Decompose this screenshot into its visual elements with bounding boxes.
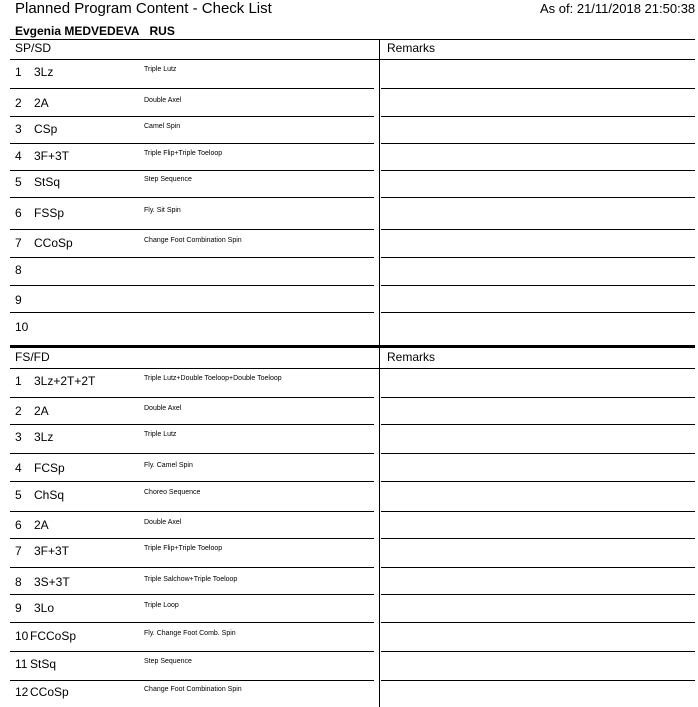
remarks-cell[interactable] [382,202,692,222]
element-code: ChSq [34,488,65,502]
element-number: 6 [15,206,22,220]
element-code: 3Lz [34,430,54,444]
remarks-separator [381,229,695,230]
element-code: 2A [34,96,49,110]
element-number: 9 [15,601,22,615]
row-separator [10,312,374,313]
remarks-cell[interactable] [382,145,692,165]
element-description: Triple Lutz [144,66,177,73]
element-code: 2A [34,404,49,418]
page-title: Planned Program Content - Check List [15,0,272,17]
remarks-separator [381,511,695,512]
remarks-cell[interactable] [382,289,692,309]
header-underline [10,59,695,60]
remarks-separator [381,88,695,89]
remarks-cell[interactable] [382,653,692,673]
row-separator [10,170,374,171]
element-number: 7 [15,236,22,250]
remarks-cell[interactable] [382,426,692,446]
remarks-cell[interactable] [382,681,692,701]
element-code: FCCoSp [30,629,77,643]
column-divider [379,39,380,346]
element-description: Triple Lutz+Double Toeloop+Double Toeloop [144,375,282,382]
remarks-cell[interactable] [382,597,692,617]
element-description: Triple Salchow+Triple Toeloop [144,576,238,583]
remarks-cell[interactable] [382,400,692,420]
element-description: Step Sequence [144,658,192,665]
row-separator [10,453,374,454]
row-separator [10,622,374,623]
remarks-separator [381,567,695,568]
element-code: StSq [30,657,57,671]
row-separator [10,397,374,398]
element-description: Double Axel [144,519,182,526]
element-description: Fly. Camel Spin [144,462,193,469]
element-description: Choreo Sequence [144,489,201,496]
remarks-separator [381,453,695,454]
remarks-separator [381,651,695,652]
element-code: 3F+3T [34,544,70,558]
element-description: Double Axel [144,97,182,104]
element-code: 2A [34,518,49,532]
element-number: 2 [15,404,22,418]
row-separator [10,285,374,286]
remarks-separator [381,424,695,425]
element-code: FSSp [34,206,65,220]
remarks-separator [381,116,695,117]
row-separator [10,511,374,512]
column-divider [379,346,380,707]
row-separator [10,197,374,198]
remarks-separator [381,257,695,258]
remarks-cell[interactable] [382,316,692,336]
element-number: 7 [15,544,22,558]
element-number: 8 [15,263,22,277]
remarks-cell[interactable] [382,625,692,645]
remarks-header: Remarks [387,350,436,364]
element-code: CSp [34,122,58,136]
remarks-cell[interactable] [382,118,692,138]
remarks-cell[interactable] [382,514,692,534]
element-description: Triple Flip+Triple Toeloop [144,545,223,552]
element-number: 8 [15,575,22,589]
element-code: 3Lz+2T+2T [34,374,96,388]
element-description: Fly. Change Foot Comb. Spin [144,630,236,637]
section-label: SP/SD [15,41,52,55]
row-separator [10,143,374,144]
skater-nation: RUS [149,24,175,38]
remarks-cell[interactable] [382,540,692,560]
as-of-timestamp: As of: 21/11/2018 21:50:38 [540,1,696,16]
section-label: FS/FD [15,350,50,364]
remarks-cell[interactable] [382,171,692,191]
element-number: 2 [15,96,22,110]
element-description: Triple Lutz [144,431,177,438]
element-code: FCSp [34,461,65,475]
remarks-cell[interactable] [382,571,692,591]
remarks-separator [381,622,695,623]
element-number: 1 [15,65,22,79]
element-number: 4 [15,461,22,475]
element-description: Fly. Sit Spin [144,207,181,214]
element-number: 10 [15,320,29,334]
row-separator [10,257,374,258]
element-description: Triple Loop [144,602,179,609]
row-separator [10,567,374,568]
remarks-cell[interactable] [382,457,692,477]
element-description: Change Foot Combination Spin [144,237,242,244]
element-code: CCoSp [30,685,69,699]
remarks-cell[interactable] [382,484,692,504]
row-separator [10,116,374,117]
row-separator [10,88,374,89]
row-separator [10,538,374,539]
row-separator [10,680,374,681]
element-code: StSq [34,175,61,189]
row-separator [10,651,374,652]
row-separator [10,481,374,482]
element-number: 5 [15,488,22,502]
element-code: 3Lz [34,65,54,79]
section-top-border [10,39,695,40]
element-description: Double Axel [144,405,182,412]
row-separator [10,424,374,425]
element-code: 3F+3T [34,149,70,163]
skater-name: Evgenia MEDVEDEVA [15,24,140,38]
remarks-separator [381,285,695,286]
remarks-separator [381,312,695,313]
element-code: 3Lo [34,601,55,615]
element-description: Triple Flip+Triple Toeloop [144,150,223,157]
remarks-separator [381,397,695,398]
element-number: 3 [15,430,22,444]
row-separator [10,594,374,595]
element-description: Change Foot Combination Spin [144,686,242,693]
header-underline [10,368,695,369]
element-number: 1 [15,374,22,388]
element-description: Step Sequence [144,176,192,183]
element-description: Camel Spin [144,123,181,130]
remarks-separator [381,197,695,198]
element-number: 5 [15,175,22,189]
element-number: 4 [15,149,22,163]
remarks-cell[interactable] [382,61,692,81]
remarks-cell[interactable] [382,92,692,112]
row-separator [10,229,374,230]
element-number: 9 [15,293,22,307]
element-number: 10 [15,629,29,643]
remarks-cell[interactable] [382,232,692,252]
element-number: 6 [15,518,22,532]
remarks-cell[interactable] [382,370,692,390]
remarks-header: Remarks [387,41,436,55]
remarks-separator [381,143,695,144]
element-number: 11 [15,657,28,671]
skater-line [15,24,175,38]
remarks-separator [381,481,695,482]
section-top-border [10,345,695,348]
remarks-separator [381,538,695,539]
remarks-separator [381,594,695,595]
element-number: 3 [15,122,22,136]
remarks-cell[interactable] [382,259,692,279]
element-code: CCoSp [34,236,73,250]
element-code: 3S+3T [34,575,70,589]
element-number: 12 [15,685,29,699]
